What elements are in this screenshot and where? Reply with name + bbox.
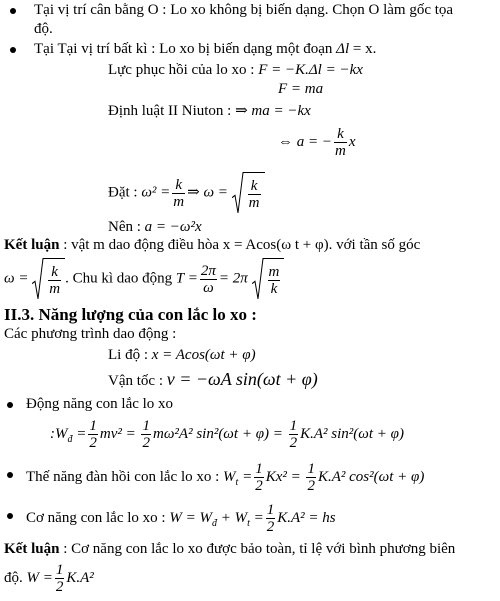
displacement-label: Li độ : <box>108 347 148 363</box>
conclusion-1-heading: Kết luận <box>4 237 60 253</box>
then-equation: a = −ω²x <box>144 219 202 235</box>
acceleration-equation <box>278 124 356 160</box>
bullet-marker <box>7 513 13 519</box>
arbitrary-position-tail: = x. <box>352 41 377 57</box>
equations-intro: Các phương trình dao động : <box>4 326 177 342</box>
velocity-line <box>108 370 318 390</box>
potential-energy-line: Thế năng đàn hồi con lắc lo xo : $W_t$ = $\frac{1}{2}$ Kx² = $\frac{1}{2}$ K.A² cos²(ωt + φ) <box>26 461 425 495</box>
potential-W: W <box>223 469 236 485</box>
one-half-fraction: $\frac{1}{2}$ <box>89 418 97 452</box>
radical-sign-icon <box>32 258 44 300</box>
omega-arrow: ⇒ ω = <box>187 184 228 201</box>
potential-eq-a: Kx² = <box>265 469 301 485</box>
then-label: Nên : <box>108 219 141 235</box>
one-half-fraction: $\frac{1}{2}$ <box>255 461 263 495</box>
kinetic-eq-b: mω²A² sin²(ωt + φ) = <box>152 426 283 442</box>
potential-label: Thế năng đàn hồi con lắc lo xo : <box>26 469 220 485</box>
one-half-fraction: $\frac{1}{2}$ <box>266 502 275 536</box>
potential-eq-b: K.A² cos²(ωt + φ) <box>317 469 425 485</box>
bullet-marker <box>10 8 16 14</box>
delta-l-symbol: Δl <box>336 41 350 57</box>
conclusion-2-equation <box>4 558 94 598</box>
kinetic-eq-c: K.A² sin²(ωt + φ) <box>300 426 404 442</box>
kinetic-W: :W <box>50 426 68 442</box>
mechanical-plus: + W <box>220 510 248 526</box>
equilibrium-text: Tại vị trí cân bằng O : Lo xo không bị biến dạng. Chọn O làm gốc tọa <box>34 2 454 18</box>
kinetic-energy-title: Động năng con lắc lo xo <box>26 396 174 412</box>
section-heading: II.3. Năng lượng của con lắc lo xo : <box>4 305 257 324</box>
displacement-equation: x = Acos(ωt + φ) <box>151 347 256 363</box>
conclusion-2-line <box>4 540 455 558</box>
two-pi-over-omega: $\frac{2\pi}{\omega}$ <box>200 262 216 296</box>
period-T: T = <box>175 270 198 287</box>
arbitrary-position-label: Tại Tại vị trí bất kì : Lo xo bị biến dạng một đoạn <box>34 41 333 57</box>
newton-law-label: Định luật II Niuton : <box>108 103 232 119</box>
radical-sign-icon <box>252 258 264 300</box>
conclusion-2-cont: độ. <box>4 570 23 586</box>
restoring-force-label: Lực phục hồi của lo xo : <box>108 62 255 78</box>
conclusion-2-heading: Kết luận <box>4 541 60 557</box>
mechanical-label: Cơ năng con lắc lo xo : <box>26 510 166 526</box>
newton-law-equation: ⇒ ma = −kx <box>235 103 311 119</box>
mechanical-eq-b: K.A² = hs <box>277 510 336 526</box>
one-half-fraction: $\frac{1}{2}$ <box>55 562 64 596</box>
conclusion-1-line <box>4 236 420 254</box>
sqrt-k-over-m: $\frac{k}{m}$ <box>232 172 265 214</box>
radical-sign-icon <box>232 172 244 214</box>
force-ma-equation: F = ma <box>278 81 324 97</box>
k-over-m-fraction: $\frac{k}{m}$ <box>173 176 185 210</box>
conclusion-2-eq-a: W = <box>26 570 53 586</box>
mechanical-eq-a: W = W <box>169 510 212 526</box>
acceleration-prefix: ⇔ a = − <box>278 134 332 150</box>
conclusion-2-text: : Cơ năng con lắc lo xo được bảo toàn, tỉ lệ với bình phương biên <box>63 541 456 557</box>
displacement-line <box>108 346 256 364</box>
equilibrium-text-cont: độ. <box>34 21 53 37</box>
equals-two-pi: = 2π <box>218 270 248 287</box>
one-half-fraction: $\frac{1}{2}$ <box>142 418 150 452</box>
restoring-force-line <box>108 61 363 79</box>
bullet-marker <box>10 47 16 53</box>
one-half-fraction: $\frac{1}{2}$ <box>289 418 298 452</box>
velocity-label: Vận tốc : <box>108 373 163 389</box>
one-half-fraction: $\frac{1}{2}$ <box>307 461 315 495</box>
bullet-marker <box>7 472 13 478</box>
period-text: . Chu kì dao động <box>65 270 173 287</box>
conclusion-1-text: : vật m dao động điều hòa x = Acos(ω t + φ). với tần số góc <box>63 237 421 253</box>
omega-label: ω = <box>4 270 29 287</box>
acceleration-suffix: x <box>348 134 356 150</box>
sqrt-m-over-k: $\frac{m}{k}$ <box>252 258 285 300</box>
angular-frequency-period-line <box>4 258 284 300</box>
omega-squared: ω² = <box>141 184 171 201</box>
restoring-force-equation: F = −K.Δl = −kx <box>258 62 363 78</box>
mechanical-energy-line: Cơ năng con lắc lo xo : $W = W_đ + W_t$ = $\frac{1}{2}$ K.A² = hs <box>26 502 336 536</box>
then-line <box>108 218 202 236</box>
sqrt-k-over-m: $\frac{k}{m}$ <box>32 258 65 300</box>
kinetic-eq-a: mv² = <box>99 426 136 442</box>
newton-law-line <box>108 102 311 120</box>
set-label: Đặt : <box>108 184 138 201</box>
bullet-marker <box>7 402 13 408</box>
conclusion-2-eq-b: K.A² <box>66 570 94 586</box>
velocity-equation: v = −ωA sin(ωt + φ) <box>166 369 318 389</box>
k-over-m-fraction: $\frac{k}{m}$ <box>335 126 346 160</box>
omega-definition <box>108 172 265 214</box>
kinetic-energy-equation: $:W_đ$ = $\frac{1}{2}$ mv² = $\frac{1}{2}$ mω²A² sin²(ωt + φ) = $\frac{1}{2}$ K.A² sin²(ωt + φ) <box>50 418 404 452</box>
arbitrary-position-text <box>34 40 376 58</box>
